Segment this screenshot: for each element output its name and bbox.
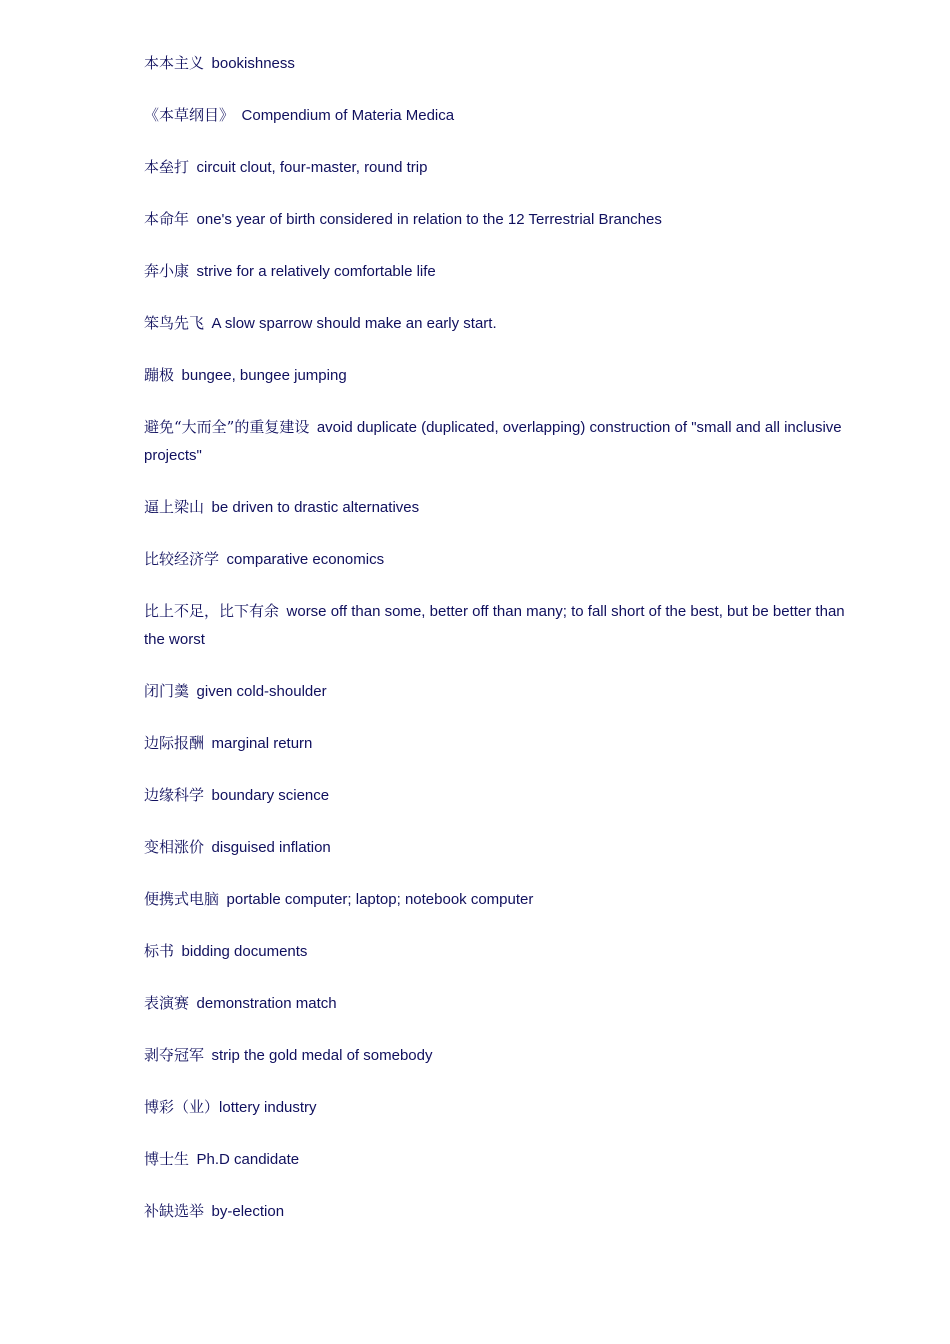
entry-term-cn: 本命年 (144, 210, 190, 228)
entry-separator (204, 56, 212, 72)
entry-separator (204, 788, 212, 804)
entry-separator (189, 264, 197, 280)
entry-term-cn: 避免“大而全”的重复建设 (144, 418, 310, 436)
entry-term-cn: 剥夺冠军 (144, 1046, 205, 1064)
entry-term-en: demonstration match (196, 995, 337, 1012)
entry-term-en: strip the gold medal of somebody (211, 1047, 433, 1064)
glossary-entry (144, 49, 864, 78)
entry-term-cn: 比较经济学 (144, 550, 220, 568)
entry-separator (204, 736, 212, 752)
entry-term-cn: 逼上梁山 (144, 498, 205, 516)
entry-separator (174, 944, 182, 960)
entry-separator (204, 1204, 212, 1220)
entry-term-en: one's year of birth considered in relation to the 12 Terrestrial Branches (196, 211, 662, 228)
glossary-entry (144, 153, 864, 182)
entry-separator (204, 1048, 212, 1064)
entry-term-en: avoid duplicate (duplicated, overlapping) construction of "small and all inclusive projects" (144, 419, 842, 464)
entry-separator (189, 996, 197, 1012)
glossary-entry (144, 989, 864, 1018)
glossary-entry (144, 205, 864, 234)
entry-term-cn: 标书 (144, 942, 175, 960)
entry-separator (204, 500, 212, 516)
entry-term-en: bidding documents (181, 943, 308, 960)
glossary-entry (144, 677, 864, 706)
entry-term-en: boundary science (211, 787, 330, 804)
entry-term-cn: 便携式电脑 (144, 890, 220, 908)
entry-term-en: by-election (211, 1203, 285, 1220)
entry-term-cn: 边际报酬 (144, 734, 205, 752)
entry-separator (279, 604, 287, 620)
entry-term-en: strive for a relatively comfortable life (196, 263, 436, 280)
entry-term-cn: 补缺选举 (144, 1202, 205, 1220)
glossary-entry (144, 493, 864, 522)
entry-term-cn: 博士生 (144, 1150, 190, 1168)
entry-term-cn: 闭门羹 (144, 682, 190, 700)
glossary-entry (144, 885, 864, 914)
entry-separator (234, 108, 242, 124)
entry-term-en: given cold-shoulder (196, 683, 327, 700)
entry-term-en: Compendium of Materia Medica (241, 107, 455, 124)
glossary-entry (144, 545, 864, 574)
glossary-entry (144, 729, 864, 758)
entry-separator (204, 316, 212, 332)
entry-term-cn: 笨鸟先飞 (144, 314, 205, 332)
entry-separator (204, 840, 212, 856)
entry-term-en: Ph.D candidate (196, 1151, 300, 1168)
glossary-entry (144, 413, 864, 470)
entry-term-cn: 博彩（业） (144, 1098, 220, 1116)
entry-term-en: bookishness (211, 55, 295, 72)
glossary-entry (144, 833, 864, 862)
entry-separator (219, 892, 227, 908)
entry-separator (189, 160, 197, 176)
entry-term-en: bungee, bungee jumping (181, 367, 347, 384)
entry-term-cn: 表演赛 (144, 994, 190, 1012)
glossary-entry (144, 781, 864, 810)
glossary-entry (144, 101, 864, 130)
entry-separator (309, 420, 317, 436)
entry-term-en: worse off than some, better off than many; to fall short of the best, but be better than the worst (144, 603, 845, 648)
entry-term-en: marginal return (211, 735, 313, 752)
entry-term-cn: 本垒打 (144, 158, 190, 176)
entry-term-en: comparative economics (226, 551, 385, 568)
glossary-entry (144, 257, 864, 286)
entry-separator (189, 1152, 197, 1168)
entry-term-cn: 本本主义 (144, 54, 205, 72)
entry-term-cn: 边缘科学 (144, 786, 205, 804)
entry-term-cn: 《本草纲目》 (144, 106, 235, 124)
entry-term-cn: 比上不足，比下有余 (144, 602, 280, 620)
glossary-entry (144, 597, 864, 654)
entry-term-cn: 变相涨价 (144, 838, 205, 856)
entry-term-cn: 奔小康 (144, 262, 190, 280)
entry-term-en: portable computer; laptop; notebook computer (226, 891, 534, 908)
glossary-entry (144, 937, 864, 966)
entry-separator (189, 212, 197, 228)
entry-term-cn: 蹦极 (144, 366, 175, 384)
entry-separator (189, 684, 197, 700)
glossary-entry (144, 361, 864, 390)
glossary-entry (144, 1093, 864, 1122)
entry-term-en: lottery industry (219, 1099, 317, 1116)
entry-term-en: be driven to drastic alternatives (211, 499, 420, 516)
entry-term-en: circuit clout, four-master, round trip (196, 159, 428, 176)
entry-term-en: A slow sparrow should make an early start. (211, 315, 497, 332)
glossary-page (144, 49, 864, 1249)
glossary-entry (144, 1145, 864, 1174)
entry-separator (219, 552, 227, 568)
entry-term-en: disguised inflation (211, 839, 331, 856)
glossary-entry (144, 1197, 864, 1226)
glossary-entry (144, 1041, 864, 1070)
glossary-entry (144, 309, 864, 338)
entry-separator (174, 368, 182, 384)
